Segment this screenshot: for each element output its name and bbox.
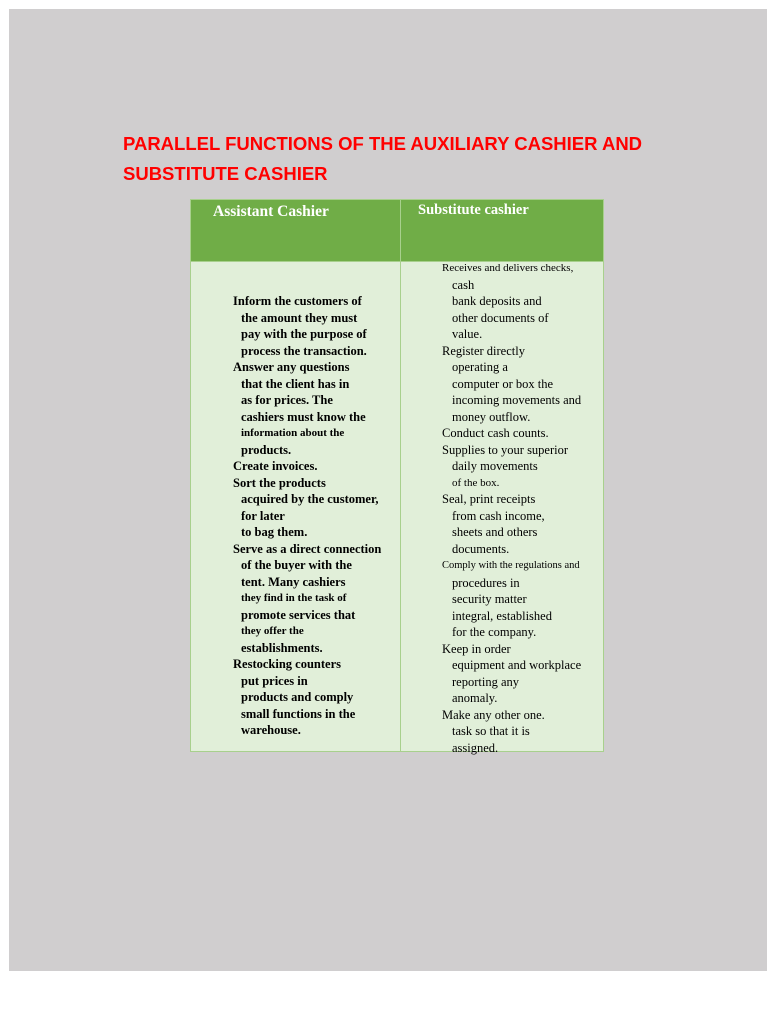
cell-line: cashiers must know the <box>241 409 366 424</box>
cell-line: bank deposits and <box>452 294 542 308</box>
cell-line: Register directly <box>442 343 525 358</box>
cell-line: cash <box>452 277 475 292</box>
cell-line: pay with the purpose of <box>241 327 367 341</box>
cell-line: from cash income, <box>452 508 545 523</box>
cell-line: Inform the customers of <box>233 294 362 308</box>
cell-line: computer or box the <box>452 376 554 391</box>
cell-line: Serve as a direct connection <box>233 541 382 556</box>
header-assistant-cashier: Assistant Cashier <box>213 203 329 220</box>
cell-line: products and comply <box>241 690 354 704</box>
cell-line: of the box. <box>452 476 500 489</box>
cell-line: that the client has in <box>241 376 350 391</box>
cell-line: they offer the <box>241 625 304 637</box>
cell-line: process the transaction. <box>241 343 367 358</box>
cell-line: warehouse. <box>241 723 301 737</box>
cell-line: the amount they must <box>241 310 358 325</box>
header-substitute-cashier: Substitute cashier <box>418 202 529 218</box>
cell-line: Seal, print receipts <box>442 492 536 506</box>
cell-line: equipment and workplace <box>452 658 582 672</box>
cell-line: task so that it is <box>452 724 530 738</box>
cell-line: of the buyer with the <box>241 558 352 572</box>
cell-line: they find in the task of <box>241 592 347 604</box>
cell-line: value. <box>452 327 483 341</box>
cell-line: documents. <box>452 541 510 556</box>
title-line-2: SUBSTITUTE CASHIER <box>123 163 328 184</box>
cell-line: operating a <box>452 360 508 374</box>
cell-line: procedures in <box>452 575 520 590</box>
cell-line: incoming movements and <box>452 393 582 407</box>
cell-line: to bag them. <box>241 525 308 539</box>
cell-line: money outflow. <box>452 409 531 424</box>
cell-line: daily movements <box>452 459 538 473</box>
cell-line: integral, established <box>452 608 552 623</box>
cell-line: Conduct cash counts. <box>442 426 549 440</box>
document-page <box>9 9 767 971</box>
cell-line: Comply with the regulations and <box>442 560 580 571</box>
cell-line: anomaly. <box>452 691 498 705</box>
cell-line: Supplies to your superior <box>442 442 569 457</box>
column-divider <box>400 200 401 751</box>
substitute-cashier-cell <box>429 260 601 756</box>
cell-line: Create invoices. <box>233 459 318 473</box>
cell-line: Keep in order <box>442 641 511 656</box>
comparison-table <box>190 199 604 755</box>
cell-line: establishments. <box>241 640 323 655</box>
title-line-1: PARALLEL FUNCTIONS OF THE AUXILIARY CASHIER AND <box>123 133 643 154</box>
cell-line: tent. Many cashiers <box>241 574 346 589</box>
cell-line: sheets and others <box>452 525 538 539</box>
cell-line: for the company. <box>452 625 537 639</box>
cell-line: Receives and delivers checks, <box>442 262 574 274</box>
cell-line: small functions in the <box>241 706 356 721</box>
cell-line: Make any other one. <box>442 707 545 722</box>
cell-line: as for prices. The <box>241 393 333 407</box>
cell-line: information about the <box>241 427 345 439</box>
cell-line: put prices in <box>241 673 308 688</box>
table-header-row <box>191 200 603 262</box>
cell-line: reporting any <box>452 674 519 689</box>
cell-line: security matter <box>452 592 527 606</box>
cell-line: promote services that <box>241 607 356 622</box>
cell-line: other documents of <box>452 310 549 325</box>
cell-line: assigned. <box>452 740 499 755</box>
cell-line: for later <box>241 508 285 523</box>
cell-line: Restocking counters <box>233 657 341 671</box>
cell-line: products. <box>241 442 292 457</box>
cell-line: Sort the products <box>233 475 326 490</box>
cell-line: Answer any questions <box>233 360 350 374</box>
document-title <box>123 129 723 189</box>
assistant-cashier-cell <box>220 293 398 739</box>
cell-line: acquired by the customer, <box>241 492 379 506</box>
